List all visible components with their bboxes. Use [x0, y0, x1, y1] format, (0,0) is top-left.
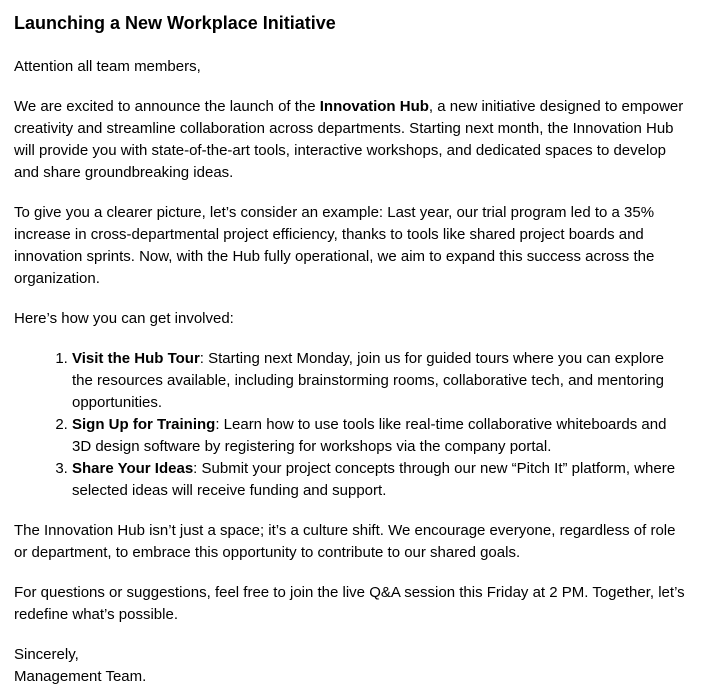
- step-title: Share Your Ideas: [72, 460, 194, 477]
- culture-paragraph: The Innovation Hub isn’t just a space; it’s a culture shift. We encourage everyone, regardless of role or department, to embrace this opportunity to contribute to our shared goals.: [14, 522, 676, 561]
- intro-paragraph: [14, 96, 686, 184]
- list-item: [72, 414, 686, 458]
- step-text: : Submit your project concepts through our new “Pitch It” platform, where selected ideas will receive funding and support.: [72, 460, 676, 499]
- list-item: [72, 458, 686, 502]
- intro-text-after: , a new initiative designed to empower creativity and streamline collaboration across departments. Starting next month, the Innovation Hub will provide you with state-of-the-art tools, interactive workshops, and dedicated spaces to develop and share groundbreaking ideas.: [14, 98, 684, 181]
- step-text: : Learn how to use tools like real-time collaborative whiteboards and 3D design software by registering for workshops via the company portal.: [72, 416, 667, 455]
- list-intro: Here’s how you can get involved:: [14, 310, 234, 327]
- intro-bold-term: Innovation Hub: [319, 98, 429, 115]
- salutation: Attention all team members,: [14, 58, 201, 75]
- intro-text-before: We are excited to announce the launch of the: [14, 98, 320, 115]
- signoff: [14, 644, 686, 688]
- signoff-line2: Management Team.: [14, 668, 147, 685]
- list-item: [72, 348, 686, 414]
- example-paragraph: To give you a clearer picture, let’s consider an example: Last year, our trial program led to a 35% increase in cross-departmental project efficiency, thanks to tools like shared project boards and innovation sprints. Now, with the Hub fully operational, we aim to expand this success across the organization.: [14, 204, 655, 287]
- step-text: : Starting next Monday, join us for guided tours where you can explore the resources available, including brainstorming rooms, collaborative tech, and mentoring opportunities.: [72, 350, 664, 411]
- steps-list: [14, 348, 686, 502]
- qa-paragraph: For questions or suggestions, feel free to join the live Q&A session this Friday at 2 PM. Together, let’s redefine what’s possible.: [14, 584, 685, 623]
- signoff-line1: Sincerely,: [14, 646, 79, 663]
- step-title: Sign Up for Training: [72, 416, 216, 433]
- page-title: Launching a New Workplace Initiative: [14, 13, 336, 33]
- step-title: Visit the Hub Tour: [72, 350, 200, 367]
